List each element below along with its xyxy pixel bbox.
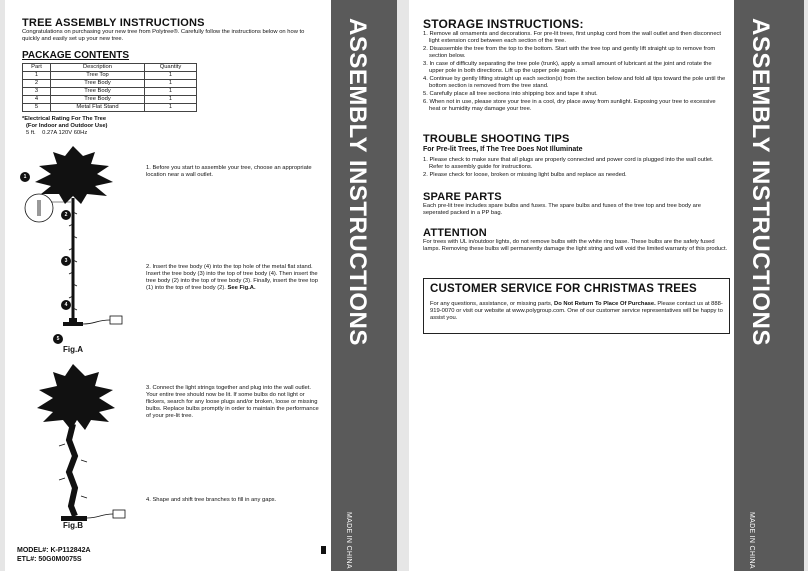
table-cell: 1 <box>145 80 197 88</box>
callout-marker: 3 <box>61 256 71 266</box>
left-page <box>5 0 397 571</box>
trouble-title: TROUBLE SHOOTING TIPS <box>423 133 570 145</box>
side-band <box>734 0 804 571</box>
list-item: 4. Continue by gently lifting straight up each section(s) from the section below and fold all tips toward the pole until the bottom section is removed from the tree stand. <box>423 76 726 89</box>
storage-list <box>423 31 728 114</box>
model-number: MODEL#: K-P112842A <box>17 547 91 554</box>
table-row <box>23 72 197 80</box>
table-cell: 2 <box>23 80 51 88</box>
callout-marker: 1 <box>20 172 30 182</box>
spare-parts-title: SPARE PARTS <box>423 191 502 203</box>
table-cell: Metal Flat Stand <box>51 104 145 112</box>
column-header: Description <box>51 64 145 72</box>
cs-text-part: Please contact us at 888-919-0070 or visit our website at www.polygroup.com. One of our customer service representatives will be happy to assist you. <box>430 301 723 321</box>
step-2-text: 2. Insert the tree body (4) into the top hole of the metal flat stand. Insert the tree body (3) into the top of tree body (4). Then insert the tree body (2) into the top of tree body (3). Finally, insert the tree top (1) into the top of tree body (2). <box>146 264 318 291</box>
step-2 <box>146 264 324 292</box>
step-4-text: 4. Shape and shift tree branches to fill in any gaps. <box>146 497 277 503</box>
spare-parts-text: Each pre-lit tree includes spare bulbs and fuses. The spare bulbs and fuses of the tree top and tree body are seperated packed in a PP bag. <box>423 203 701 216</box>
band-title: ASSEMBLY INSTRUCTIONS <box>747 18 774 346</box>
step-1-text: 1. Before you start to assemble your tree, choose an appropriate location near a wall outlet. <box>146 165 312 178</box>
table-row <box>23 96 197 104</box>
cs-text-part: For any questions, assistance, or missing parts, <box>430 301 555 307</box>
attention-text: For trees with UL in/outdoor lights, do not remove bulbs with the white ring base. These bulbs are the safety fused lamps. Removing these bulbs will permanently damage the light string and will void the limited warranty of this product. <box>423 239 728 252</box>
column-header: Part <box>23 64 51 72</box>
registration-mark <box>321 546 326 554</box>
attention-title: ATTENTION <box>423 227 487 239</box>
side-band <box>331 0 397 571</box>
made-in-label: MADE IN CHINA <box>345 512 352 569</box>
assembly-title: TREE ASSEMBLY INSTRUCTIONS <box>22 17 205 29</box>
table-cell: 5 <box>23 104 51 112</box>
list-item: 3. In case of difficulty separating the tree pole (trunk), apply a small amount of lubricant at the joint and rotate the upper pole in both directions. Lift up the upper pole again. <box>423 61 712 74</box>
callout-marker: 4 <box>61 300 71 310</box>
rating-title: *Electrical Rating For The Tree <box>22 116 107 122</box>
tree-illustration-fig-b <box>23 360 138 530</box>
table-cell: 1 <box>145 96 197 104</box>
table-cell: Tree Body <box>51 88 145 96</box>
customer-service-box <box>423 278 730 334</box>
rating-subtitle: (For Indoor and Outdoor Use) <box>26 123 108 129</box>
callout-marker: 5 <box>53 334 63 344</box>
table-cell: 3 <box>23 88 51 96</box>
fig-a-label: Fig.A <box>63 345 83 354</box>
table-cell: 4 <box>23 96 51 104</box>
list-item: 5. Carefully place all tree sections into shipping box and tape it shut. <box>423 91 598 97</box>
trouble-list <box>423 157 728 180</box>
band-title: ASSEMBLY INSTRUCTIONS <box>344 18 371 346</box>
cs-text-emphasis: Do Not Return To Place Of Purchase. <box>554 301 656 307</box>
table-cell: Tree Top <box>51 72 145 80</box>
storage-title: STORAGE INSTRUCTIONS: <box>423 17 584 31</box>
table-cell: Tree Body <box>51 96 145 104</box>
list-item: 1. Remove all ornaments and decorations. For pre-lit trees, first unplug cord from the wall outlet and then disconnect light extension cord between each section of the tree. <box>423 31 722 44</box>
table-cell: 1 <box>145 72 197 80</box>
callout-marker: 2 <box>61 210 71 220</box>
trouble-subtitle: For Pre-lit Trees, If The Tree Does Not Illuminate <box>423 146 583 153</box>
customer-service-text <box>430 301 723 322</box>
intro-text: Congratulations on purchasing your new tree from Polytree®. Carefully follow the instructions below on how to quickly and easily set up your new tree. <box>22 29 305 42</box>
package-contents-heading: PACKAGE CONTENTS <box>22 50 130 61</box>
right-page <box>409 0 804 571</box>
table-header-row <box>23 64 197 72</box>
table-row <box>23 88 197 96</box>
list-item: 6. When not in use, please store your tree in a cool, dry place away from sunlight. Exposing your tree to excessive heat or humidity may damage your tree. <box>423 99 716 112</box>
tree-illustration-fig-a <box>15 142 140 352</box>
step-2-figure-ref: See Fig.A. <box>227 285 256 291</box>
table-row <box>23 104 197 112</box>
list-item: 2. Please check for loose, broken or missing light bulbs and replace as needed. <box>423 172 627 178</box>
list-item: 1. Please check to make sure that all plugs are properly connected and power cord is plugged into the wall outlet. Refer to assembly guide for instructions. <box>423 157 714 170</box>
table-row <box>23 80 197 88</box>
fig-b-label: Fig.B <box>63 521 83 530</box>
package-contents-table <box>22 63 197 112</box>
table-cell: 1 <box>145 104 197 112</box>
list-item: 2. Disassemble the tree from the top to the bottom. Start with the tree top and gently lift straight up to remove from section below. <box>423 46 716 59</box>
made-in-label: MADE IN CHINA <box>748 512 755 569</box>
etl-number: ETL#: 50G0M0075S <box>17 556 82 563</box>
customer-service-title: CUSTOMER SERVICE FOR CHRISTMAS TREES <box>430 283 697 295</box>
column-header: Quantity <box>145 64 197 72</box>
rating-value: 5 ft. 0.27A 120V 60Hz <box>26 130 88 136</box>
table-cell: 1 <box>145 88 197 96</box>
table-cell: 1 <box>23 72 51 80</box>
step-3-text: 3. Connect the light strings together and plug into the wall outlet. Your entire tree should now be lit. If some bulbs do not light or flickers, search for any loose plugs and/or broken, loose or missing bulbs. Replace bulbs promptly in order to maintain the performance of your pre-lit tree. <box>146 385 319 419</box>
table-cell: Tree Body <box>51 80 145 88</box>
